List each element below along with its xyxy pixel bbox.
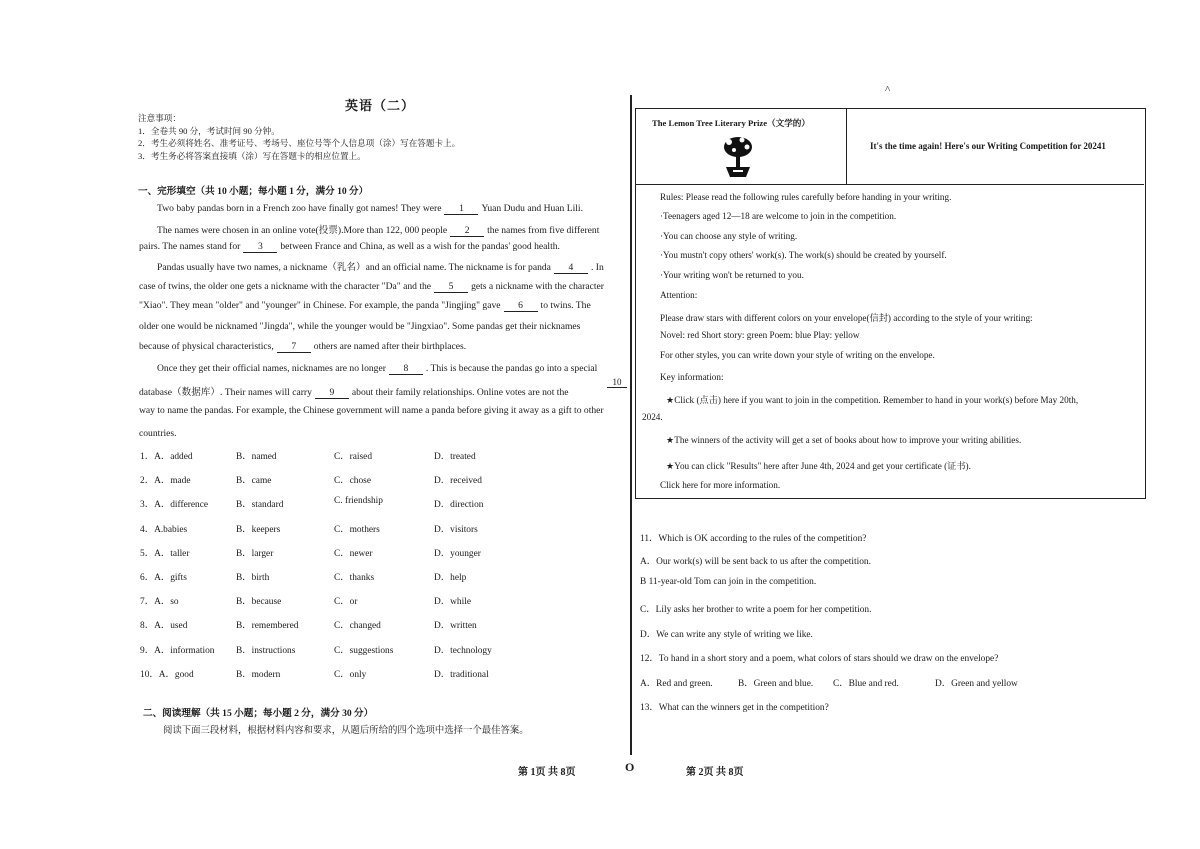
cloze-line [139, 341, 466, 353]
ad-logo-cell [636, 109, 847, 185]
blank-number: 8 [389, 363, 423, 375]
cloze-line [139, 405, 604, 416]
cloze-line [157, 259, 604, 274]
option-choice: D．treated [434, 452, 476, 462]
option-choice: 10．A．good [140, 669, 194, 680]
option-choice: D．help [434, 573, 467, 583]
ad-rule-line: 2024. [642, 412, 663, 422]
cloze-text: the names from five different [487, 225, 600, 236]
ad-link-line[interactable]: Click here for more information. [660, 480, 781, 490]
cloze-text: . In [590, 262, 604, 273]
blank-10 [604, 377, 630, 388]
option-choice: B．birth [236, 573, 270, 583]
blank-number: 7 [277, 341, 311, 353]
page-divider [630, 95, 632, 755]
cloze-text: Once they get their official names, nicknames are no longer [157, 363, 386, 374]
option-choice: C．or [334, 597, 358, 608]
question-12: 12．To hand in a short story and a poem, what colors of stars should we draw on the envelope? [640, 654, 999, 664]
q11-option: B 11-year-old Tom can join in the competition. [640, 577, 817, 587]
q12-option: A．Red and green. [640, 679, 713, 689]
option-choice: B．remembered [236, 621, 299, 632]
option-choice: B．keepers [236, 524, 281, 535]
cloze-text: Two baby pandas born in a French zoo have finally got names! They were [157, 203, 442, 214]
option-choice: 8．A．used [140, 621, 188, 632]
cloze-text: because of physical characteristics, [139, 341, 274, 352]
cloze-line [157, 222, 599, 237]
reading-heading: 二、阅读理解（共 15 小题；每小题 2 分，满分 30 分） [143, 708, 374, 719]
option-choice: C．only [334, 669, 367, 680]
cloze-text: "Xiao". They mean "older" and "younger" in Chinese. For example, the panda "Jingjing" gave [139, 300, 501, 311]
ad-rule-line: ★The winners of the activity will get a set of books about how to improve your writing abilities. [666, 435, 1022, 445]
cloze-heading: 一、完形填空（共 10 小题；每小题 1 分，满分 10 分） [138, 186, 369, 197]
option-choice: B．named [236, 452, 277, 462]
footer-left-page: 第 1页 共 8页 [518, 767, 576, 778]
notes-item: 1．全卷共 90 分，考试时间 90 分钟。 [138, 125, 280, 136]
option-choice: B．standard [236, 500, 284, 511]
cloze-line [139, 241, 560, 253]
q12-option: D．Green and yellow [935, 679, 1018, 689]
cloze-text: countries. [139, 428, 177, 439]
cloze-line [139, 428, 177, 439]
ad-rule-line: Attention: [660, 290, 698, 300]
ad-link-line[interactable]: ★Click (点击) here if you want to join in the competition. Remember to hand in your work(s) before May 20th, [666, 395, 1079, 405]
cloze-text: pairs. The names stand for [139, 241, 241, 252]
blank-number: 2 [450, 225, 484, 237]
option-choice: C．raised [334, 452, 373, 462]
question-11: 11．Which is OK according to the rules of the competition? [640, 534, 867, 544]
cloze-text: between France and China, as well as a wish for the pandas' good health. [280, 241, 560, 252]
option-choice: B．modern [236, 669, 281, 680]
option-choice: C．thanks [334, 573, 375, 583]
option-choice: C. friendship [334, 496, 383, 507]
blank-number: 9 [315, 387, 349, 399]
prize-name: The Lemon Tree Literary Prize（文学的） [652, 118, 810, 128]
ad-headline: It's the time again! Here's our Writing Competition for 20241 [870, 141, 1106, 151]
ad-rule-line: ·Teenagers aged 12—18 are welcome to join in the competition. [660, 211, 897, 221]
ad-header [636, 109, 1144, 185]
option-choice: 9．A．information [140, 645, 215, 656]
option-choice: 4．A.babies [140, 524, 188, 535]
option-choice: B．came [236, 476, 272, 487]
cloze-text: . This is because the pandas go into a special [425, 363, 598, 374]
footer-right-page: 第 2页 共 8页 [686, 767, 744, 778]
option-choice: D．received [434, 476, 482, 487]
notes-section [138, 112, 460, 162]
blank-number: 5 [434, 281, 468, 293]
option-choice: C．changed [334, 621, 381, 632]
cloze-text: gets a nickname with the character [471, 281, 604, 292]
cloze-text: about their family relationships. Online votes are not the [351, 387, 569, 398]
cloze-text: way to name the pandas. For example, the Chinese government will name a panda before giving it away as a gift to other [139, 405, 604, 416]
cloze-line [157, 363, 597, 375]
q12-option: B．Green and blue. [738, 679, 814, 689]
option-choice: D．direction [434, 500, 484, 511]
ad-link-line[interactable]: ★You can click "Results" here after June 4th, 2024 and get your certificate (证书). [666, 461, 971, 471]
q11-option: D．We can write any style of writing we like. [640, 630, 813, 640]
cloze-line [139, 384, 569, 399]
option-choice: 3．A．difference [140, 500, 209, 511]
caret-mark: ^ [885, 84, 891, 96]
option-choice: B．because [236, 597, 282, 608]
q12-option: C．Blue and red. [833, 679, 899, 689]
option-choice: C．chose [334, 476, 371, 487]
option-choice: D．visitors [434, 524, 478, 535]
option-choice: D．technology [434, 645, 492, 656]
q11-option: A．Our work(s) will be sent back to us after the competition. [640, 557, 871, 567]
option-choice: C．newer [334, 548, 373, 559]
notes-item: 3．考生务必将答案直接填（涂）写在答题卡的相应位置上。 [138, 150, 366, 161]
cloze-text: The names were chosen in an online vote(投票).More than 122, 000 people [157, 225, 448, 236]
ad-rule-line: For other styles, you can write down your style of writing on the envelope. [660, 350, 935, 360]
cloze-text: case of twins, the older one gets a nickname with the character "Da" and the [139, 281, 432, 292]
option-choice: 6．A．gifts [140, 573, 187, 583]
page-title: 英语（二） [345, 98, 416, 113]
cloze-line [139, 300, 591, 312]
blank-number: 4 [554, 262, 588, 274]
blank-number: 10 [607, 377, 627, 388]
ad-rule-line: ·You mustn't copy others' work(s). The work(s) should be created by yourself. [660, 250, 947, 260]
notes-item: 2．考生必须将姓名、准考证号、考场号、座位号等个人信息项（涂）写在答题卡上。 [138, 138, 461, 148]
ad-rule-line: ·Your writing won't be returned to you. [660, 270, 804, 280]
cloze-text: Pandas usually have two names, a nickname（乳名）and an official name. The nickname is for panda [157, 262, 551, 273]
option-choice: D．written [434, 621, 477, 632]
option-choice: C．suggestions [334, 645, 394, 656]
cloze-text: older one would be nicknamed "Jingda", while the younger would be "Jingxiao". Some pandas get their nicknames [139, 321, 581, 332]
q11-option: C．Lily asks her brother to write a poem for her competition. [640, 605, 872, 615]
ad-rule-line: Novel: red Short story: green Poem: blue Play: yellow [660, 330, 860, 340]
competition-ad-box [635, 108, 1146, 499]
option-choice: 2．A．made [140, 476, 191, 487]
option-choice: B．instructions [236, 645, 296, 656]
ad-rule-line: Rules: Please read the following rules carefully before handing in your writing. [660, 192, 952, 202]
cloze-text: Yuan Dudu and Huan Lili. [481, 203, 584, 214]
option-choice: B．larger [236, 548, 274, 559]
cloze-text: to twins. The [540, 300, 591, 311]
blank-number: 6 [504, 300, 538, 312]
ad-rule-line: ·You can choose any style of writing. [660, 231, 798, 241]
option-choice: C．mothers [334, 524, 380, 535]
option-choice: 1．A．added [140, 452, 193, 462]
option-choice: D．while [434, 597, 471, 608]
tree-trophy-icon [718, 133, 758, 179]
cloze-line [139, 281, 604, 293]
option-choice: 5．A．taller [140, 548, 190, 559]
ad-rule-line: Key information: [660, 372, 724, 382]
notes-heading: 注意事项： [138, 113, 181, 123]
blank-number: 3 [243, 241, 277, 253]
option-choice: D．traditional [434, 669, 489, 680]
ad-rule-line: Please draw stars with different colors on your envelope(信封) according to the style of your writing: [660, 313, 1033, 323]
cloze-line [139, 321, 580, 332]
blank-number: 1 [444, 203, 478, 215]
footer-hole-mark: O [625, 760, 635, 774]
option-choice: D．younger [434, 548, 481, 559]
reading-instruction: 阅读下面三段材料，根据材料内容和要求，从题后所给的四个选项中选择一个最佳答案。 [163, 726, 529, 736]
cloze-line [157, 203, 583, 215]
cloze-text: others are named after their birthplaces. [313, 341, 467, 352]
question-13: 13．What can the winners get in the competition? [640, 703, 829, 713]
cloze-text: database（数据库）. Their names will carry [139, 387, 312, 398]
option-choice: 7．A．so [140, 597, 179, 608]
